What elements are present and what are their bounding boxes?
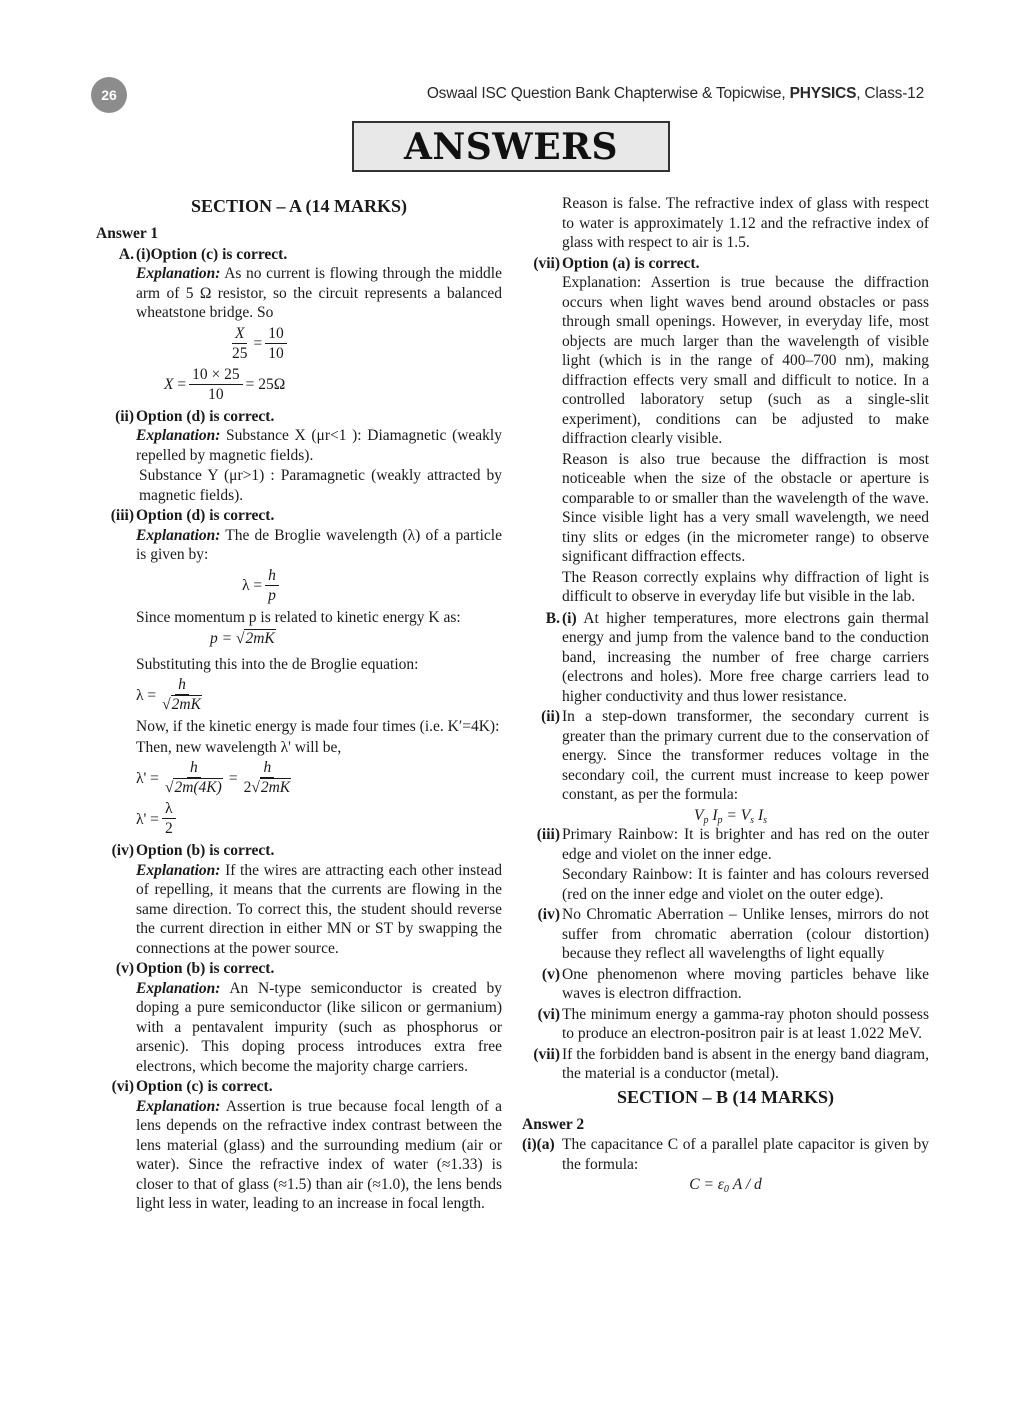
answer-1-b-v [522,965,929,1005]
answer-1-b-vi [522,1005,929,1045]
answer-text: If the forbidden band is absent in the energy band diagram, the material is a conductor (metal). [562,1045,929,1082]
formula-transformer: $V_p$ $I_p = V_s$ $I_s$ [693,806,768,826]
eq-den: 10 [268,344,284,362]
explanation [136,264,502,323]
answer-1-a-vi [96,1077,502,1215]
eq-lhs: λ' = [136,810,159,828]
eq-den: 10 [208,385,224,403]
explanation-label: Explanation: [136,979,221,997]
eq-den: p [268,586,276,604]
eq-num: 10 × 25 [189,366,243,385]
eq-num: h [260,759,274,778]
text-new-wavelength: Then, new wavelength λ' will be, [136,738,342,756]
item-label: (vi) [111,1078,134,1095]
eq-result: = 25Ω [245,376,286,394]
explanation-p2: Reason is also true because the diffraction is most noticeable when the size of the obstacle or aperture is comparable to or smaller than the wavelength of the wave. Since visible light has a very small wavelength, we need tiny slits or edges (in the micrometer range) to observe significant diffraction effects. [562,450,929,565]
equation-x-value [164,366,502,405]
item-label: (i)(a) [522,1136,555,1153]
item-label: (iv) [537,906,560,923]
option-statement: Option (b) is correct. [136,842,275,859]
eq-sign: = [228,769,238,787]
eq-radicand: 2mK [260,779,291,796]
answers-banner [352,121,670,172]
answer-1-a-i [96,245,502,407]
eq-lhs: λ = [242,577,263,595]
item-label: (vi) [537,1005,560,1023]
item-label: (iii) [536,826,560,843]
eq-lhs: λ' = [136,769,159,787]
answer-1-b-iii [522,825,929,905]
explanation-text: Assertion is true because focal length of a lens depends on the refractive index contrast between the lens material (glass) and the surrounding medium (air or water). Since the refractive index of water (≈1.33) is closer to that of glass (≈1.5) than air (≈1.0), the lens bends light less in water, leading to an increase in focal length. [136,1097,502,1212]
answer-1-a-vi-continued [522,194,929,254]
explanation-label: Explanation: [136,265,221,282]
answer-text: The capacitance C of a parallel plate capacitor is given by the formula: [562,1136,929,1173]
item-label: (ii) [115,407,134,425]
explanation [136,979,502,1077]
running-head-subject: PHYSICS [789,85,857,102]
text-momentum: Since momentum p is related to kinetic energy K as: [136,608,461,626]
answer-1-b-ii [522,707,929,825]
explanation [136,1097,502,1214]
sub-label: (i) [562,609,577,627]
answer-1-heading: Answer 1 [96,225,159,242]
item-label: (ii) [541,708,560,725]
eq-num: h [187,759,201,778]
option-statement: (i)Option (c) is correct. [136,245,288,263]
equation-momentum: p = √2mK [210,630,275,647]
eq-sign: = [253,335,263,353]
part-label: B. [545,609,560,627]
explanation-label: Explanation: [136,1097,221,1115]
explanation [136,526,502,565]
answer-1-a-vii [522,254,929,608]
equation-lambda-prime: λ' = $\frac{h}{√2m(4K)}$ = $\frac{h}{2√2mK}$ [136,759,291,796]
answer-1-a-iii [96,506,502,841]
answer-text: No Chromatic Aberration – Unlike lenses, mirrors do not suffer from chromatic aberration (colour distortion) because they reflect all wavelengths of light equally [562,906,929,962]
eq-num: X [232,325,247,344]
text-substituting: Substituting this into the de Broglie equation: [136,655,419,673]
explanation-label: Explanation: [136,526,221,544]
answer-text: In a step-down transformer, the secondary current is greater than the primary current due to the conservation of energy. Since the transformer reduces voltage in the secondary coil, the current must increase to keep power constant, as per the formula: [562,708,929,803]
eq-radicand: 2mK [171,696,201,713]
explanation-text: The de Broglie wavelength (λ) of a particle is given by: [136,526,502,563]
answers-banner-title: ANSWERS [403,125,619,168]
answer-1-a-v [96,959,502,1077]
equation-ratio [226,325,502,364]
equation-lambda-h-p [242,567,502,606]
explanation-p3: The Reason correctly explains why diffraction of light is difficult to observe in everyday life but visible in the lab. [562,568,929,605]
answer-1-b-iv [522,905,929,965]
option-statement: Option (a) is correct. [562,254,700,272]
item-label [522,609,562,708]
explanation-text: As no current is flowing through the middle arm of 5 Ω resistor, so the circuit represents a balanced wheatstone bridge. So [136,265,502,321]
item-label: (vii) [533,254,560,272]
item-label: (iv) [111,842,134,859]
formula-capacitance: $C = \varepsilon_0$ A / d [689,1176,762,1195]
explanation-p1: Explanation: Assertion is true because the diffraction occurs when light waves bend around obstacles or pass through small openings. However, in everyday life, most objects are much larger than the wavelength of visible light (which is in the range of 400–700 nm), making diffraction effects very small and difficult to notice. In a controlled laboratory setup (such as a single-slit experiment), conditions can be adjusted to make diffraction clearly visible. [562,274,929,447]
answer-1-b-i [522,609,929,708]
option-statement: Option (d) is correct. [136,407,275,425]
right-column [522,194,929,1195]
item-label: (v) [541,965,560,983]
explanation-line-2: Substance Y (μr>1) : Paramagnetic (weakly attracted by magnetic fields). [139,467,502,504]
answer-text-2: Secondary Rainbow: It is fainter and has colours reversed (red on the inner edge and violet on the outer edge). [562,866,929,903]
answer-text [562,609,929,707]
answer-1-a-ii [96,407,502,507]
eq-coef: 2 [243,779,252,796]
page-number-badge: 26 [91,77,127,113]
eq-num: λ [162,800,176,819]
eq-lhs: λ = [136,686,157,704]
answer-2-i-a [522,1135,929,1195]
running-head-prefix: Oswaal ISC Question Bank Chapterwise & Topicwise, [426,85,790,102]
item-label-spacer [522,194,562,254]
explanation-text: Substance X (μr<1 ): Diamagnetic (weakly repelled by magnetic fields). [136,427,502,464]
eq-den: 2 [164,820,173,837]
left-column [96,194,502,1215]
section-b-title: SECTION – B (14 MARKS) [616,1086,835,1107]
explanation-text: An N-type semiconductor is created by doping a pure semiconductor (like silicon or germanium) with a pentavalent impurity (such as phosphorus or arsenic). This doping process introduces extra free electrons, which become the majority charge carriers. [136,979,502,1075]
explanation-text: If the wires are attracting each other instead of repelling, it means that the currents are flowing in the same direction. To correct this, the student should reverse the current direction in either MN or ST by swapping the connections at the power source. [136,861,502,957]
text-kinetic-four-times: Now, if the kinetic energy is made four times (i.e. K′=4K): [136,718,500,735]
item-label: (vii) [533,1045,560,1063]
explanation-label: Explanation: [136,861,221,879]
item-label: (iii) [110,507,134,524]
eq-radicand: 2m(4K) [174,779,222,796]
item-label: A. [118,245,134,263]
answer-text: The minimum energy a gamma-ray photon should possess to produce an electron-positron pair is at least 1.022 MeV. [562,1005,929,1042]
eq-den: 25 [232,344,248,362]
eq-num: 10 [265,325,287,344]
eq-sign: = [177,376,187,394]
eq-num: h [265,567,279,586]
section-a-title: SECTION – A (14 MARKS) [190,196,408,216]
option-statement: Option (b) is correct. [136,960,275,977]
eq-lhs: p = [210,630,233,647]
answer-1-b-vii [522,1045,929,1085]
answer-text: One phenomenon where moving particles behave like waves is electron diffraction. [562,965,929,1002]
eq-num: h [175,676,189,695]
answer-text: Primary Rainbow: It is brighter and has red on the outer edge and violet on the inner edge. [562,826,929,863]
answer-1-a-iv [96,841,502,959]
equation-lambda-sqrt: λ = $\frac{h}{√2mK}$ [136,676,201,713]
running-head-suffix: , Class-12 [856,85,924,102]
explanation [136,861,502,959]
explanation-label: Explanation: [136,427,221,444]
running-head [427,85,924,103]
eq-var: X [164,376,174,394]
option-statement: Option (d) is correct. [136,507,275,524]
option-statement: Option (c) is correct. [136,1078,273,1095]
explanation [136,426,502,465]
equation-lambda-half [136,800,502,839]
reason-text: Reason is false. The refractive index of glass with respect to water is approximately 1.12 and the refractive index of glass with respect to air is 1.5. [562,195,929,251]
item-label: (v) [115,960,134,977]
answer-2-heading: Answer 2 [522,1115,585,1133]
eq-radicand: 2mK [245,630,275,647]
answer-body: At higher temperatures, more electrons gain thermal energy and jump from the valence band to the conduction band, increasing the number of free charge carriers (electrons and holes). More free charge carriers lead to higher conductivity and thus lower resistance. [562,609,929,705]
